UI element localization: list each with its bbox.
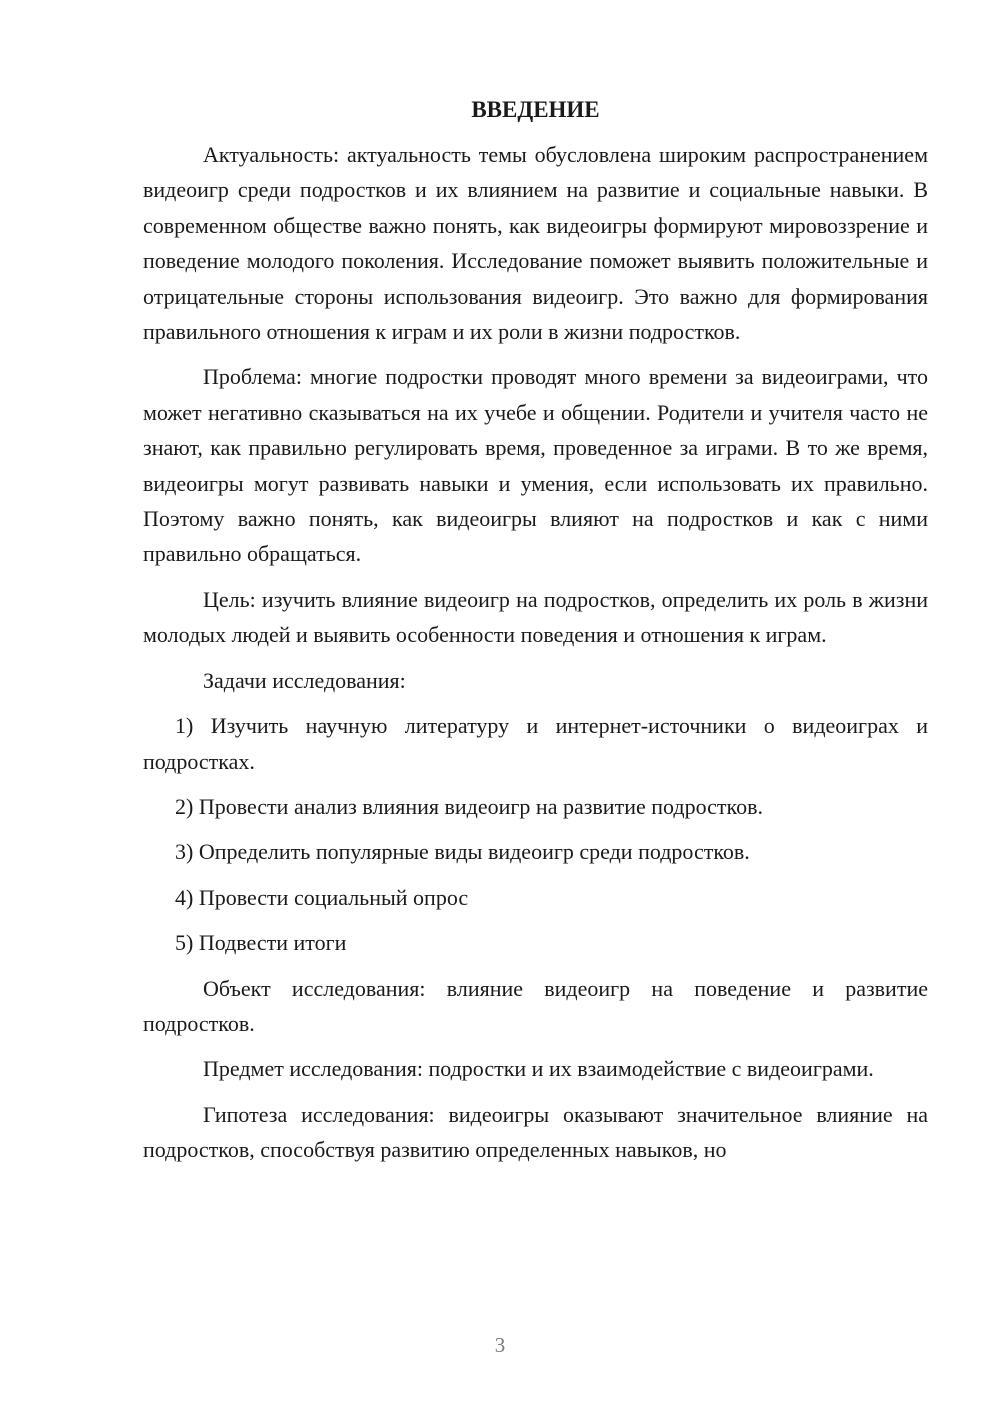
section-title: ВВЕДЕНИЕ (471, 97, 600, 122)
paragraph-object: Объект исследования: влияние видеоигр на поведение и развитие подростков. (143, 975, 928, 1036)
paragraph-problem: Проблема: многие подростки проводят много времени за видеоиграми, что может негативно сказываться на их учебе и общении. Родители и учителя часто не знают, как правильно регулировать время, проведенное за играми. В то же время, видеоигры могут развивать навыки и умения, если использовать их правильно. Поэтому важно понять, как видеоигры влияют на подростков и как с ними правильно обращаться. (143, 364, 928, 567)
task-item-1: 1) Изучить научную литературу и интернет-источники о видеоиграх и подростках. (143, 713, 928, 774)
task-item-5: 5) Подвести итоги (175, 930, 347, 956)
document-page (143, 95, 928, 1178)
page-number: 3 (494, 1333, 506, 1357)
paragraph-relevance: Актуальность: актуальность темы обусловлена широким распространением видеоигр среди подростков и их влиянием на развитие и социальные навыки. В современном обществе важно понять, как видеоигры формируют мировоззрение и поведение молодого поколения. Исследование поможет выявить положительные и отрицательные стороны использования видеоигр. Это важно для формирования правильного отношения к играм и их роли в жизни подростков. (143, 142, 928, 345)
paragraph-subject: Предмет исследования: подростки и их взаимодействие с видеоиграми. (203, 1056, 874, 1082)
task-item-2: 2) Провести анализ влияния видеоигр на развитие подростков. (175, 793, 763, 819)
paragraph-tasks-heading: Задачи исследования: (203, 667, 406, 693)
paragraph-goal: Цель: изучить влияние видеоигр на подростков, определить их роль в жизни молодых людей и выявить особенности поведения и отношения к играм. (143, 586, 928, 648)
task-item-3: 3) Определить популярные виды видеоигр среди подростков. (175, 839, 750, 865)
paragraph-hypothesis: Гипотеза исследования: видеоигры оказывают значительное влияние на подростков, способствуя развитию определенных навыков, но (143, 1101, 928, 1163)
task-item-4: 4) Провести социальный опрос (175, 884, 469, 910)
